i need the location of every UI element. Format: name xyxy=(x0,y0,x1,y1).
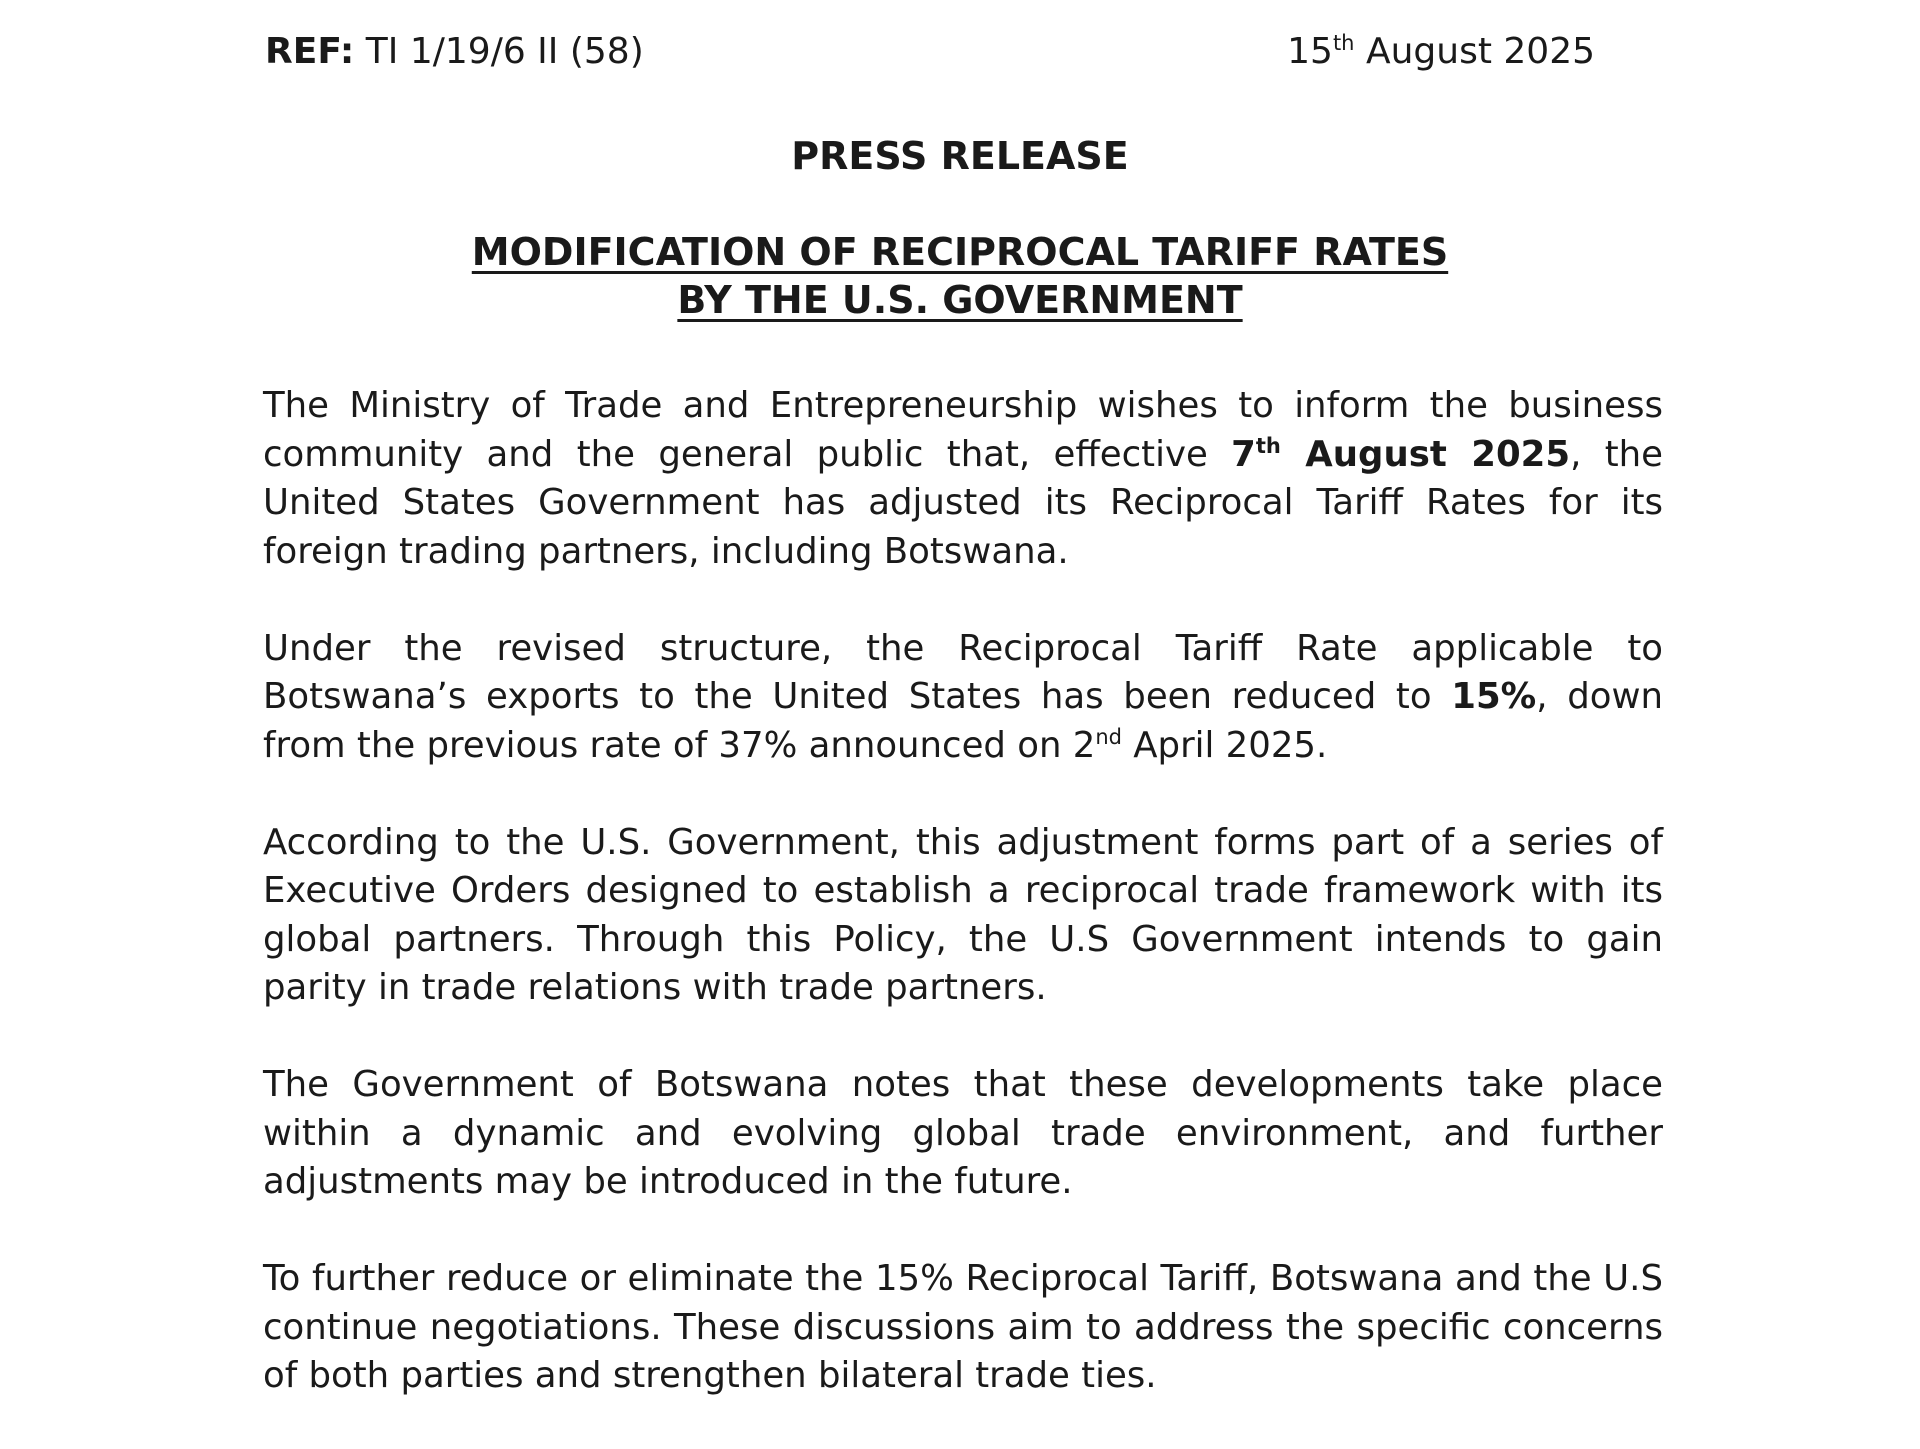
p1-text-a: The Ministry of Trade and Entrepreneurship wishes to inform the business community and the general public that, effective xyxy=(263,385,1663,475)
paragraph-4: The Government of Botswana notes that these developments take place within a dynamic and evolving global trade environment, and further adjustments may be introduced in the future. xyxy=(263,1064,1663,1202)
p1-effective-date xyxy=(1231,434,1570,475)
reference-number: TI 1/19/6 II (58) xyxy=(365,31,644,72)
p2-text-a: Under the revised structure, the Reciprocal Tariff Rate applicable to Botswana’s exports to the United States has been reduced to xyxy=(263,627,1663,717)
reference xyxy=(265,30,644,74)
document-heading xyxy=(0,228,1920,324)
p2-text-b: , down from the previous rate of 37% announced on 2 xyxy=(263,676,1663,766)
heading-line-1: MODIFICATION OF RECIPROCAL TARIFF RATES xyxy=(471,230,1449,274)
date-rest: August 2025 xyxy=(1365,31,1595,72)
paragraph-2 xyxy=(263,625,1663,771)
document-date xyxy=(1287,30,1595,74)
p1-bold-day: 7 xyxy=(1231,433,1256,475)
paragraph-1 xyxy=(263,382,1663,576)
reference-label: REF: xyxy=(265,31,355,72)
paragraph-5: To further reduce or eliminate the 15% Reciprocal Tariff, Botswana and the U.S continue negotiations. These discussions aim to address the specific concerns of both parties and strengthen bilateral trade ties. xyxy=(263,1258,1663,1396)
press-release-title: PRESS RELEASE xyxy=(791,134,1129,178)
document-body xyxy=(263,382,1663,1449)
p1-bold-suffix: th xyxy=(1255,433,1281,458)
date-day: 15 xyxy=(1287,31,1333,72)
p2-new-rate: 15% xyxy=(1451,676,1537,717)
heading-line-2: BY THE U.S. GOVERNMENT xyxy=(677,278,1243,322)
p1-text-b: , the United States Government has adjusted its Reciprocal Tariff Rates for its foreign trading partners, including Botswana. xyxy=(263,433,1663,572)
p2-suffix: nd xyxy=(1095,724,1122,749)
reference-line xyxy=(265,30,1595,74)
p2-text-c: April 2025. xyxy=(1121,724,1328,766)
p1-bold-rest: August 2025 xyxy=(1280,433,1571,475)
paragraph-3: According to the U.S. Government, this adjustment forms part of a series of Executive Orders designed to establish a reciprocal trade framework with its global partners. Through this Policy, the U.S Government intends to gain parity in trade relations with trade partners. xyxy=(263,821,1663,1008)
date-suffix: th xyxy=(1332,31,1355,55)
